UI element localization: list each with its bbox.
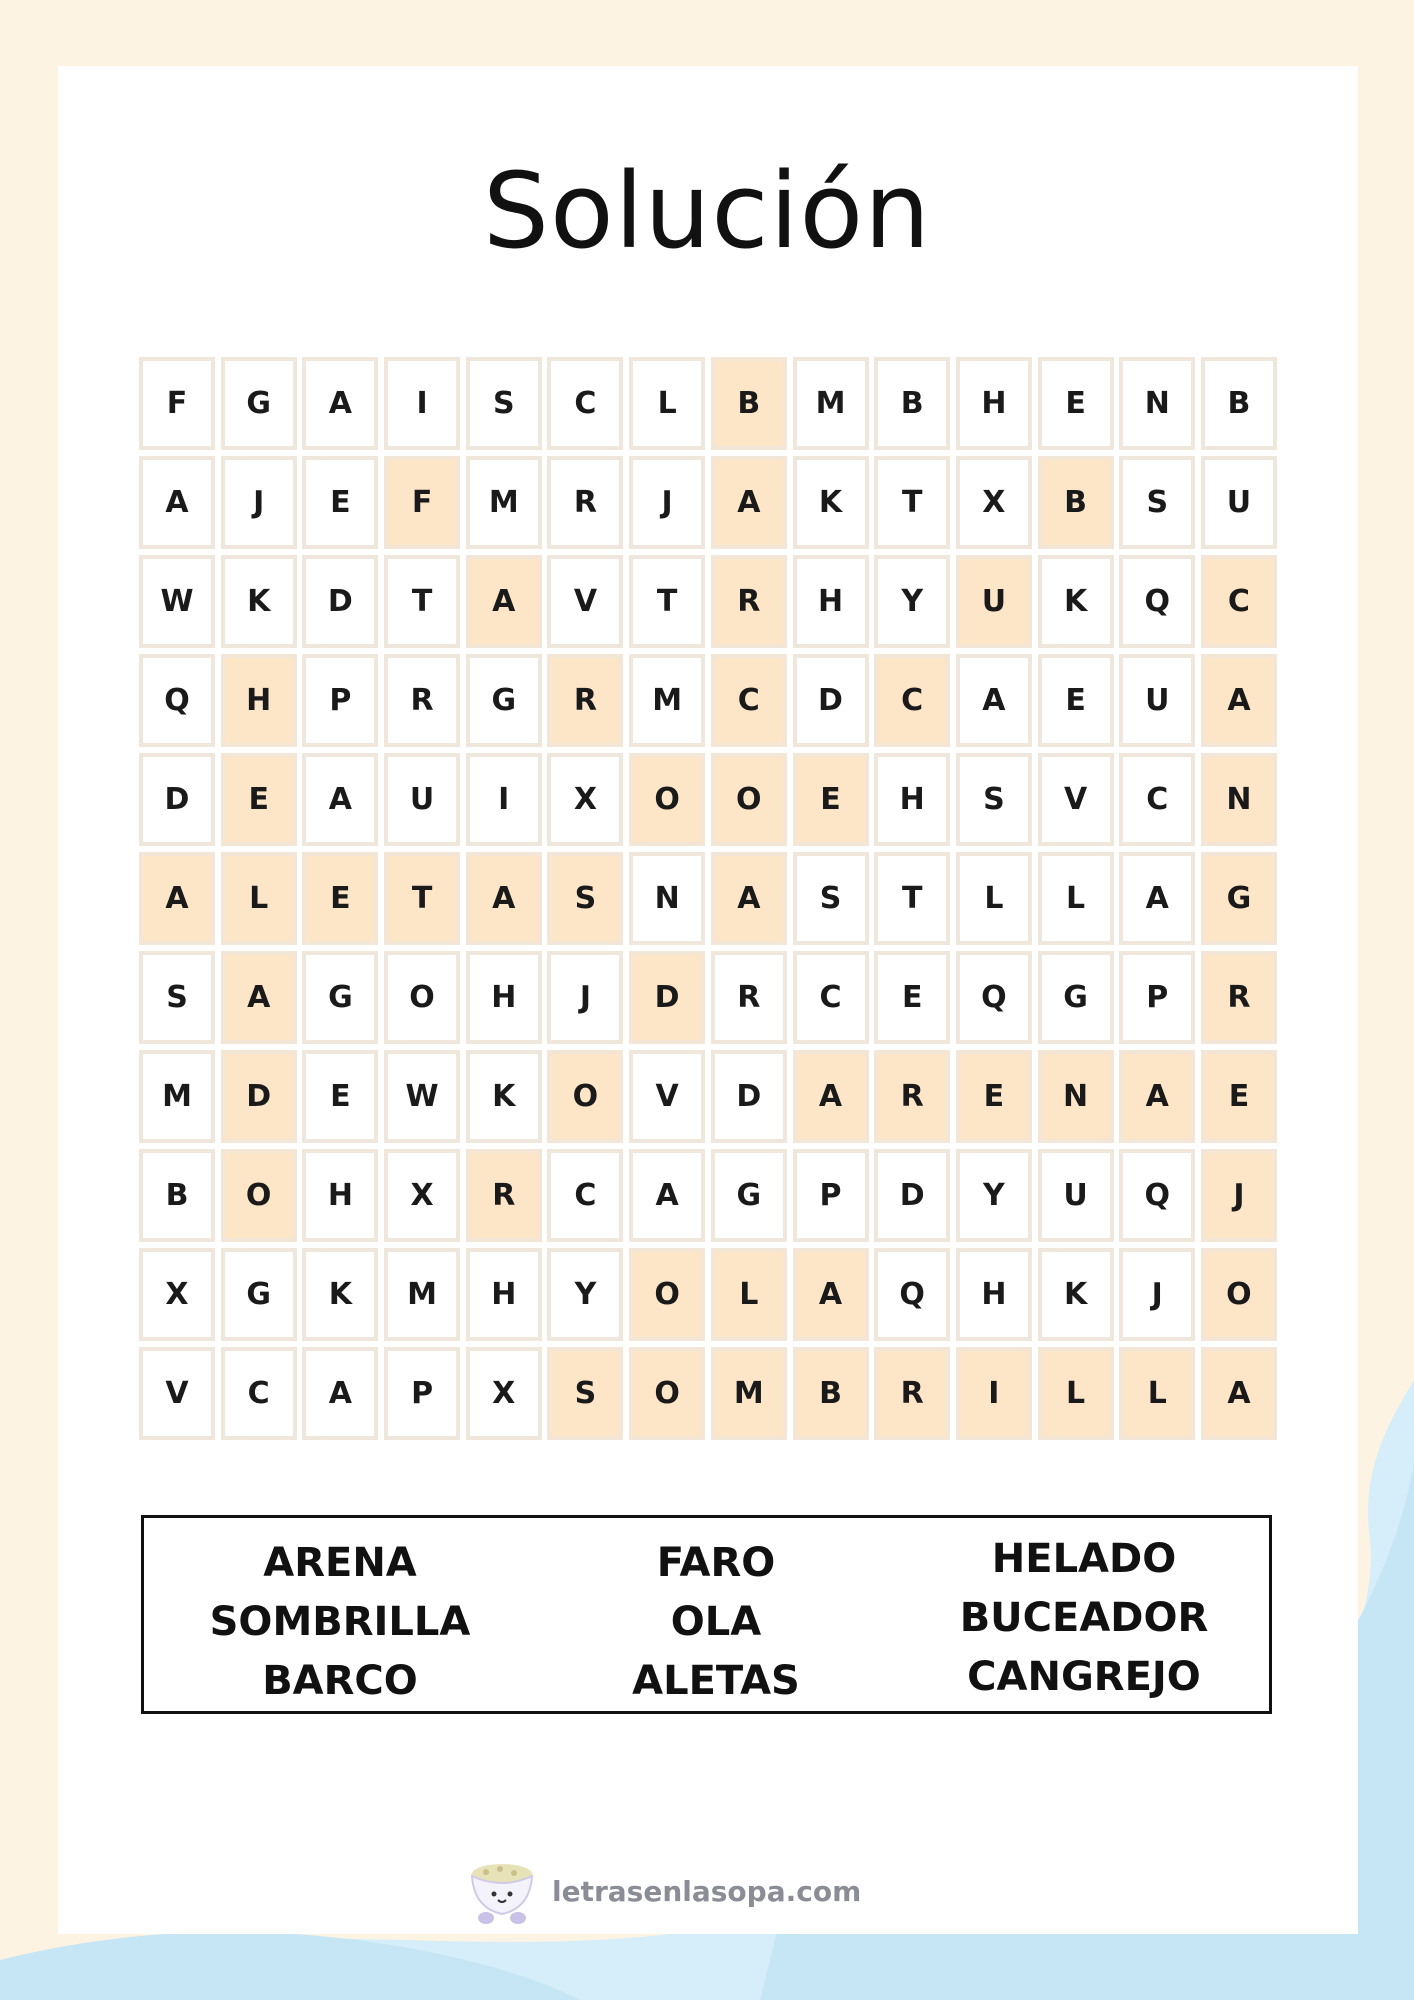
grid-cell: G xyxy=(711,1149,787,1242)
grid-cell: I xyxy=(466,753,542,846)
grid-cell: O xyxy=(547,1050,623,1143)
word-item: BUCEADOR xyxy=(959,1595,1209,1641)
grid-cell: K xyxy=(302,1248,378,1341)
word-search-grid xyxy=(139,357,1277,1440)
grid-cell: Q xyxy=(874,1248,950,1341)
grid-cell: G xyxy=(221,1248,297,1341)
grid-cell: T xyxy=(874,456,950,549)
grid-cell: H xyxy=(466,1248,542,1341)
grid-cell: R xyxy=(547,456,623,549)
grid-cell: P xyxy=(1119,951,1195,1044)
grid-cell: Q xyxy=(1119,555,1195,648)
grid-cell: J xyxy=(629,456,705,549)
grid-cell: L xyxy=(1119,1347,1195,1440)
grid-cell: R xyxy=(466,1149,542,1242)
grid-cell: M xyxy=(384,1248,460,1341)
grid-cell: M xyxy=(711,1347,787,1440)
grid-cell: D xyxy=(874,1149,950,1242)
grid-cell: M xyxy=(139,1050,215,1143)
grid-cell: K xyxy=(793,456,869,549)
grid-cell: D xyxy=(711,1050,787,1143)
grid-cell: L xyxy=(956,852,1032,945)
grid-cell: R xyxy=(711,951,787,1044)
grid-cell: Y xyxy=(874,555,950,648)
grid-cell: T xyxy=(874,852,950,945)
grid-cell: K xyxy=(466,1050,542,1143)
grid-cell: H xyxy=(221,654,297,747)
grid-cell: V xyxy=(139,1347,215,1440)
grid-cell: K xyxy=(1038,555,1114,648)
word-list-column-1 xyxy=(152,1534,528,1711)
grid-cell: R xyxy=(547,654,623,747)
grid-cell: L xyxy=(629,357,705,450)
grid-cell: A xyxy=(1201,654,1277,747)
grid-cell: T xyxy=(384,852,460,945)
grid-cell: Y xyxy=(956,1149,1032,1242)
grid-cell: L xyxy=(711,1248,787,1341)
grid-cell: P xyxy=(302,654,378,747)
grid-cell: U xyxy=(1201,456,1277,549)
grid-cell: C xyxy=(1119,753,1195,846)
grid-cell: V xyxy=(547,555,623,648)
grid-cell: G xyxy=(466,654,542,747)
word-item: ARENA xyxy=(263,1540,417,1586)
grid-cell: R xyxy=(874,1347,950,1440)
grid-cell: N xyxy=(1038,1050,1114,1143)
grid-cell: A xyxy=(793,1248,869,1341)
grid-cell: A xyxy=(302,753,378,846)
word-item: ALETAS xyxy=(632,1658,800,1704)
grid-cell: A xyxy=(221,951,297,1044)
grid-cell: U xyxy=(384,753,460,846)
grid-cell: X xyxy=(384,1149,460,1242)
grid-cell: C xyxy=(711,654,787,747)
grid-cell: N xyxy=(1119,357,1195,450)
grid-cell: E xyxy=(302,1050,378,1143)
grid-cell: E xyxy=(1038,357,1114,450)
grid-cell: F xyxy=(384,456,460,549)
grid-cell: S xyxy=(139,951,215,1044)
grid-cell: R xyxy=(874,1050,950,1143)
grid-cell: A xyxy=(793,1050,869,1143)
grid-cell: C xyxy=(1201,555,1277,648)
word-item: BARCO xyxy=(262,1658,418,1704)
word-list-column-2 xyxy=(528,1534,904,1711)
grid-cell: Q xyxy=(139,654,215,747)
grid-cell: J xyxy=(1201,1149,1277,1242)
grid-cell: X xyxy=(139,1248,215,1341)
grid-cell: U xyxy=(1038,1149,1114,1242)
grid-cell: T xyxy=(384,555,460,648)
grid-cell: A xyxy=(1119,1050,1195,1143)
grid-cell: R xyxy=(711,555,787,648)
grid-cell: D xyxy=(221,1050,297,1143)
grid-cell: L xyxy=(221,852,297,945)
grid-cell: S xyxy=(547,852,623,945)
grid-cell: E xyxy=(1038,654,1114,747)
grid-cell: M xyxy=(466,456,542,549)
grid-cell: H xyxy=(956,357,1032,450)
grid-cell: B xyxy=(1201,357,1277,450)
grid-cell: X xyxy=(466,1347,542,1440)
grid-cell: E xyxy=(1201,1050,1277,1143)
word-item: FARO xyxy=(656,1540,776,1586)
word-list-column-3 xyxy=(896,1530,1272,1707)
grid-cell: B xyxy=(139,1149,215,1242)
grid-cell: B xyxy=(711,357,787,450)
word-item: SOMBRILLA xyxy=(209,1599,471,1645)
grid-cell: B xyxy=(874,357,950,450)
grid-cell: A xyxy=(139,852,215,945)
grid-cell: S xyxy=(793,852,869,945)
grid-cell: A xyxy=(302,357,378,450)
grid-cell: M xyxy=(793,357,869,450)
grid-cell: A xyxy=(1119,852,1195,945)
grid-cell: A xyxy=(629,1149,705,1242)
grid-cell: A xyxy=(466,852,542,945)
grid-cell: H xyxy=(466,951,542,1044)
grid-cell: E xyxy=(302,456,378,549)
grid-cell: A xyxy=(956,654,1032,747)
grid-cell: S xyxy=(547,1347,623,1440)
grid-cell: X xyxy=(956,456,1032,549)
grid-cell: R xyxy=(1201,951,1277,1044)
page-title: Solución xyxy=(482,150,932,272)
grid-cell: A xyxy=(711,852,787,945)
grid-cell: S xyxy=(956,753,1032,846)
grid-cell: E xyxy=(221,753,297,846)
grid-cell: L xyxy=(1038,852,1114,945)
grid-cell: W xyxy=(384,1050,460,1143)
grid-cell: O xyxy=(221,1149,297,1242)
grid-cell: E xyxy=(302,852,378,945)
grid-cell: O xyxy=(1201,1248,1277,1341)
grid-cell: F xyxy=(139,357,215,450)
grid-cell: A xyxy=(711,456,787,549)
grid-cell: O xyxy=(629,1347,705,1440)
grid-cell: O xyxy=(384,951,460,1044)
grid-cell: N xyxy=(1201,753,1277,846)
grid-cell: D xyxy=(139,753,215,846)
word-item: OLA xyxy=(670,1599,762,1645)
grid-cell: A xyxy=(302,1347,378,1440)
grid-cell: O xyxy=(629,753,705,846)
grid-cell: J xyxy=(221,456,297,549)
grid-cell: C xyxy=(547,1149,623,1242)
grid-cell: B xyxy=(793,1347,869,1440)
grid-cell: Q xyxy=(956,951,1032,1044)
grid-cell: C xyxy=(793,951,869,1044)
grid-cell: G xyxy=(221,357,297,450)
grid-cell: D xyxy=(793,654,869,747)
grid-cell: P xyxy=(793,1149,869,1242)
grid-cell: C xyxy=(874,654,950,747)
grid-cell: A xyxy=(466,555,542,648)
site-link[interactable]: letrasenlasopa.com xyxy=(552,1874,862,1908)
grid-cell: R xyxy=(384,654,460,747)
grid-cell: G xyxy=(302,951,378,1044)
grid-cell: T xyxy=(629,555,705,648)
bowl-mascot-icon xyxy=(466,1856,538,1926)
grid-cell: N xyxy=(629,852,705,945)
grid-cell: O xyxy=(629,1248,705,1341)
grid-cell: E xyxy=(793,753,869,846)
grid-cell: H xyxy=(302,1149,378,1242)
grid-cell: B xyxy=(1038,456,1114,549)
grid-cell: P xyxy=(384,1347,460,1440)
footer xyxy=(466,1856,861,1926)
grid-cell: D xyxy=(629,951,705,1044)
grid-cell: L xyxy=(1038,1347,1114,1440)
grid-cell: K xyxy=(221,555,297,648)
grid-cell: E xyxy=(874,951,950,1044)
grid-cell: J xyxy=(547,951,623,1044)
grid-cell: S xyxy=(1119,456,1195,549)
grid-cell: Q xyxy=(1119,1149,1195,1242)
grid-cell: C xyxy=(547,357,623,450)
word-item: CANGREJO xyxy=(967,1654,1201,1700)
grid-cell: A xyxy=(139,456,215,549)
grid-cell: G xyxy=(1038,951,1114,1044)
grid-cell: M xyxy=(629,654,705,747)
word-item: HELADO xyxy=(991,1536,1177,1582)
grid-cell: Y xyxy=(547,1248,623,1341)
grid-cell: U xyxy=(956,555,1032,648)
grid-cell: X xyxy=(547,753,623,846)
grid-cell: I xyxy=(384,357,460,450)
grid-cell: I xyxy=(956,1347,1032,1440)
grid-cell: W xyxy=(139,555,215,648)
grid-cell: S xyxy=(466,357,542,450)
grid-cell: H xyxy=(874,753,950,846)
grid-cell: H xyxy=(793,555,869,648)
grid-cell: U xyxy=(1119,654,1195,747)
grid-cell: E xyxy=(956,1050,1032,1143)
grid-cell: A xyxy=(1201,1347,1277,1440)
grid-cell: D xyxy=(302,555,378,648)
grid-cell: G xyxy=(1201,852,1277,945)
grid-cell: J xyxy=(1119,1248,1195,1341)
grid-cell: V xyxy=(1038,753,1114,846)
grid-cell: O xyxy=(711,753,787,846)
word-list-box xyxy=(141,1515,1272,1714)
grid-cell: C xyxy=(221,1347,297,1440)
grid-cell: V xyxy=(629,1050,705,1143)
grid-cell: H xyxy=(956,1248,1032,1341)
grid-cell: K xyxy=(1038,1248,1114,1341)
